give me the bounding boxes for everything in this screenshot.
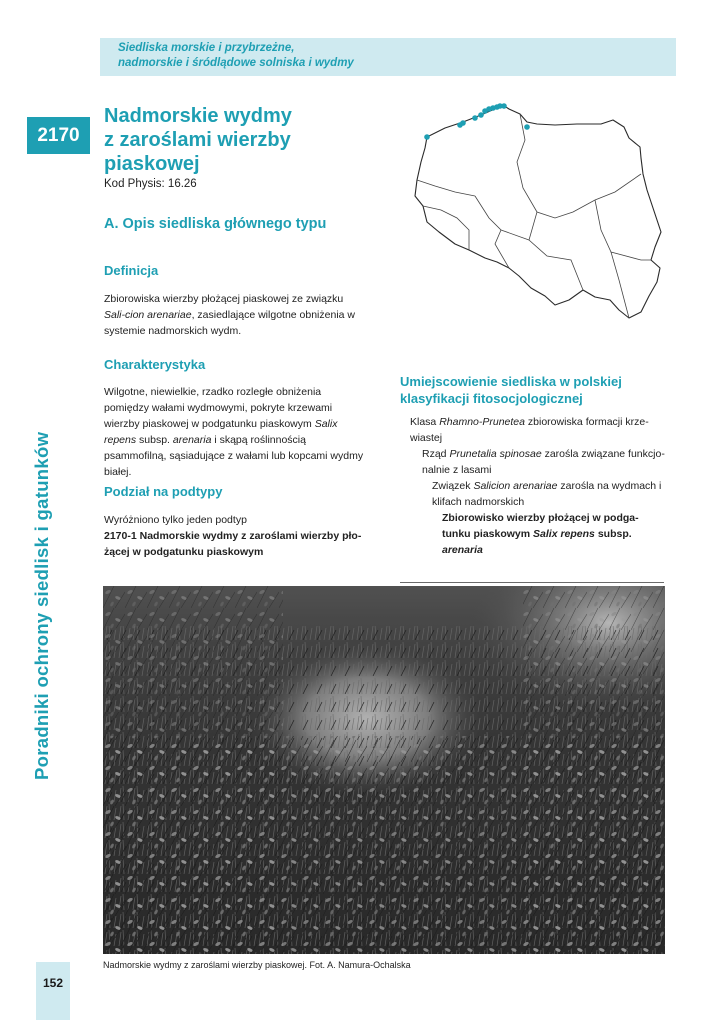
classification-zwiazek — [410, 478, 665, 510]
poland-map — [405, 100, 668, 323]
page-number-box — [36, 962, 70, 1020]
kod-physis: Kod Physis: 16.26 — [104, 178, 197, 190]
char-text-mid: subsp. — [136, 434, 173, 446]
distribution-point — [472, 115, 478, 121]
definicja-text-a: Zbiorowiska wierzby płożącej piaskowej ze związku — [104, 293, 344, 305]
classification-zbiorowisko — [410, 510, 665, 558]
char-text-a: Wilgotne, niewielkie, rzadko rozległe obniżenia pomiędzy wałami wydmowymi, pokryte krzewami wierzby piaskowej w podgatunku piaskowym — [104, 386, 333, 430]
charakterystyka-heading: Charakterystyka — [104, 357, 206, 372]
zbior-name2: arenaria — [442, 544, 483, 556]
umiejscowienie-heading-line1: Umiejscowienie siedliska w polskiej — [400, 374, 622, 389]
rzad-label: Rząd — [422, 448, 450, 460]
char-text-italic-a: Salix repens — [104, 418, 338, 446]
internal-boundary-2 — [517, 114, 641, 218]
series-header-line1: Siedliska morskie i przybrzeżne, — [118, 42, 295, 54]
podzial-text — [104, 512, 366, 560]
classification-list — [410, 414, 665, 558]
series-header — [118, 41, 354, 71]
internal-boundary-1 — [417, 180, 475, 196]
klasa-desc: zbiorowiska formacji krze-wiastej — [410, 416, 649, 444]
internal-boundary-8 — [611, 252, 629, 318]
char-text-b: i skąpą roślinnością psammofilną, sąsiadujące z wałami lub kopcami wydmy białej. — [104, 434, 364, 478]
internal-boundary-6 — [423, 206, 469, 250]
zwiazek-label: Związek — [432, 480, 474, 492]
definicja-text-italic: Sali-cion arenariae — [104, 309, 192, 321]
series-spine-title: Poradniki ochrony siedlisk i gatunków — [31, 431, 52, 780]
internal-boundary-7 — [501, 230, 529, 240]
distribution-point — [478, 112, 484, 118]
rzad-desc: zarośla związane funkcjo-nalnie z lasami — [422, 448, 665, 476]
habitat-code-badge: 2170 — [27, 117, 90, 154]
distribution-point — [460, 120, 466, 126]
klasa-name: Rhamno-Prunetea — [439, 416, 525, 428]
column-divider — [400, 582, 664, 583]
rzad-name: Prunetalia spinosae — [449, 448, 542, 460]
definicja-heading: Definicja — [104, 263, 159, 278]
zwiazek-desc: zarośla na wydmach i klifach nadmorskich — [432, 480, 662, 508]
klasa-label: Klasa — [410, 416, 440, 428]
title-line1: Nadmorskie wydmy — [104, 105, 292, 127]
char-text-italic-b: arenaria — [172, 434, 212, 446]
internal-boundary-5 — [475, 196, 509, 268]
definicja-text-b: , zasiedlające wilgotne obniżenia w systemie nadmorskich wydm. — [104, 309, 355, 337]
umiejscowienie-heading — [400, 373, 670, 407]
photo-caption: Nadmorskie wydmy z zaroślami wierzby piaskowej. Fot. A. Namura-Ochalska — [103, 960, 411, 970]
distribution-point — [424, 134, 430, 140]
internal-boundary-4 — [529, 212, 583, 290]
classification-rzad — [410, 446, 665, 478]
podzial-heading: Podział na podtypy — [104, 484, 223, 499]
definicja-text — [104, 291, 366, 339]
zbior-mid: subsp. — [594, 528, 632, 540]
page-number: 152 — [42, 976, 64, 990]
distribution-point — [524, 124, 530, 130]
podzial-line2: 2170-1 Nadmorskie wydmy z zaroślami wierzby pło-żącej w podgatunku piaskowym — [104, 530, 362, 558]
zwiazek-name: Salicion arenariae — [473, 480, 558, 492]
poland-border — [415, 105, 661, 318]
umiejscowienie-heading-line2: klasyfikacji fitosocjologicznej — [400, 391, 583, 406]
zbior-name: Salix repens — [533, 528, 595, 540]
habitat-photo — [103, 586, 665, 954]
podzial-line1: Wyróżniono tylko jeden podtyp — [104, 514, 247, 526]
series-header-line2: nadmorskie i śródlądowe solniska i wydmy — [118, 57, 354, 69]
internal-boundary-3 — [595, 200, 651, 260]
classification-klasa — [410, 414, 665, 446]
distribution-point — [501, 103, 507, 109]
page-title — [104, 104, 404, 176]
title-line2: z zaroślami wierzby — [104, 129, 291, 151]
zbior-label: Zbiorowisko wierzby płożącej w podga-tunku piaskowym — [442, 512, 639, 540]
charakterystyka-text — [104, 384, 366, 480]
title-line3: piaskowej — [104, 153, 200, 175]
section-a-heading: A. Opis siedliska głównego typu — [104, 216, 327, 232]
